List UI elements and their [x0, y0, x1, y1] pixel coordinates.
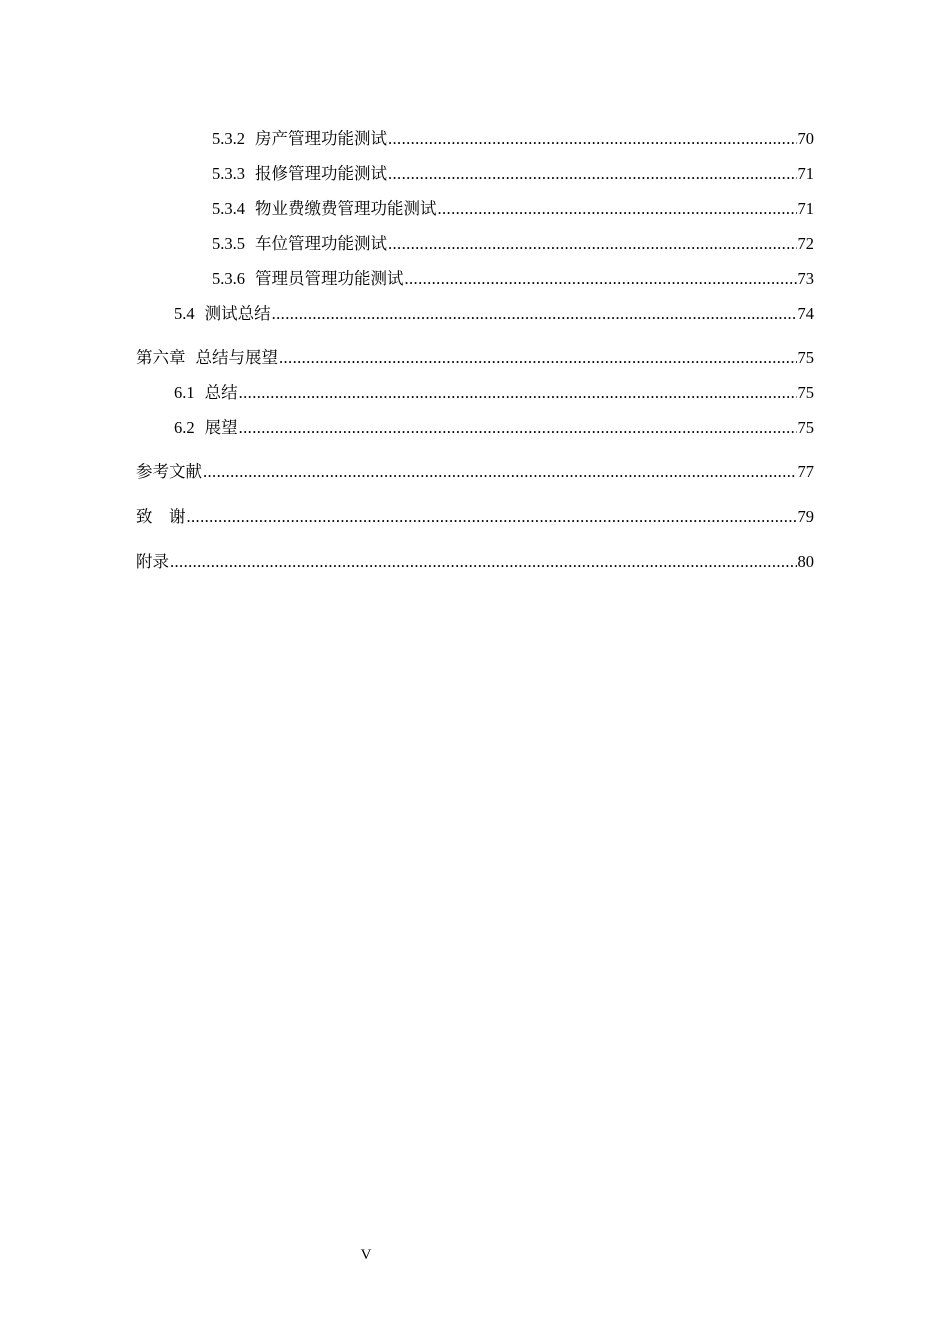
- toc-entry-title: 物业费缴费管理功能测试: [255, 199, 437, 218]
- toc-entry-title: 报修管理功能测试: [255, 164, 387, 183]
- toc-dot-leader: [272, 302, 797, 326]
- toc-entry-number: 5.3.5: [212, 234, 245, 253]
- toc-entry[interactable]: [212, 162, 814, 186]
- page-number: V: [360, 1247, 372, 1263]
- toc-dot-leader: [239, 381, 797, 405]
- toc-entry-title: 参考文献: [136, 462, 202, 481]
- toc-entry-title: 车位管理功能测试: [255, 234, 387, 253]
- toc-dot-leader: [438, 197, 797, 221]
- toc-entry-page: 77: [797, 462, 814, 481]
- toc-entry[interactable]: [136, 460, 814, 484]
- toc-entry-title: 附录: [136, 552, 169, 571]
- toc-entry-number: 5.3.6: [212, 269, 245, 288]
- toc-entry[interactable]: [174, 416, 814, 440]
- toc-entry-page: 71: [797, 199, 814, 218]
- toc-entry-page: 71: [797, 164, 814, 183]
- toc-entry-number: 5.3.3: [212, 164, 245, 183]
- toc-entry-page: 72: [797, 234, 814, 253]
- toc-dot-leader: [388, 127, 797, 151]
- toc-dot-leader: [388, 232, 797, 256]
- toc-entry-page: 80: [797, 552, 814, 571]
- toc-entry-page: 75: [797, 348, 814, 367]
- toc-entry-number: 5.4: [174, 304, 195, 323]
- toc-entry-page: 70: [797, 129, 814, 148]
- toc-entry-title: 房产管理功能测试: [255, 129, 387, 148]
- toc-entry-number: 6.1: [174, 383, 195, 402]
- toc-entry[interactable]: [212, 197, 814, 221]
- toc-entry[interactable]: [136, 550, 814, 574]
- toc-entry-title: 管理员管理功能测试: [255, 269, 404, 288]
- toc-dot-leader: [388, 162, 797, 186]
- toc-entry[interactable]: [174, 381, 814, 405]
- toc-entry-number: 5.3.4: [212, 199, 245, 218]
- toc-entry-title: 总结与展望: [195, 348, 278, 367]
- toc-entry-title: 展望: [204, 418, 238, 437]
- toc-entry-title: 测试总结: [204, 304, 271, 323]
- toc-entry-page: 74: [797, 304, 814, 323]
- toc-entry-page: 73: [797, 269, 814, 288]
- toc-dot-leader: [203, 460, 797, 484]
- toc-dot-leader: [170, 550, 797, 574]
- toc-entry-page: 75: [797, 418, 814, 437]
- toc-dot-leader: [279, 346, 797, 370]
- toc-entry[interactable]: [212, 232, 814, 256]
- toc-entry[interactable]: [212, 267, 814, 291]
- toc-entry-number: 第六章: [136, 348, 186, 367]
- toc-entry-page: 75: [797, 383, 814, 402]
- toc-entry[interactable]: [136, 505, 814, 529]
- toc-dot-leader: [239, 416, 797, 440]
- toc-dot-leader: [405, 267, 797, 291]
- toc-entry-number: 5.3.2: [212, 129, 245, 148]
- toc-entry[interactable]: [174, 302, 814, 326]
- toc-entry[interactable]: [212, 127, 814, 151]
- toc-entry-title: 总结: [204, 383, 238, 402]
- toc-entry-number: 6.2: [174, 418, 195, 437]
- toc-entry[interactable]: [136, 346, 814, 370]
- toc-entry-page: 79: [797, 507, 814, 526]
- toc-entry-title: 致 谢: [136, 507, 186, 526]
- toc-dot-leader: [187, 505, 797, 529]
